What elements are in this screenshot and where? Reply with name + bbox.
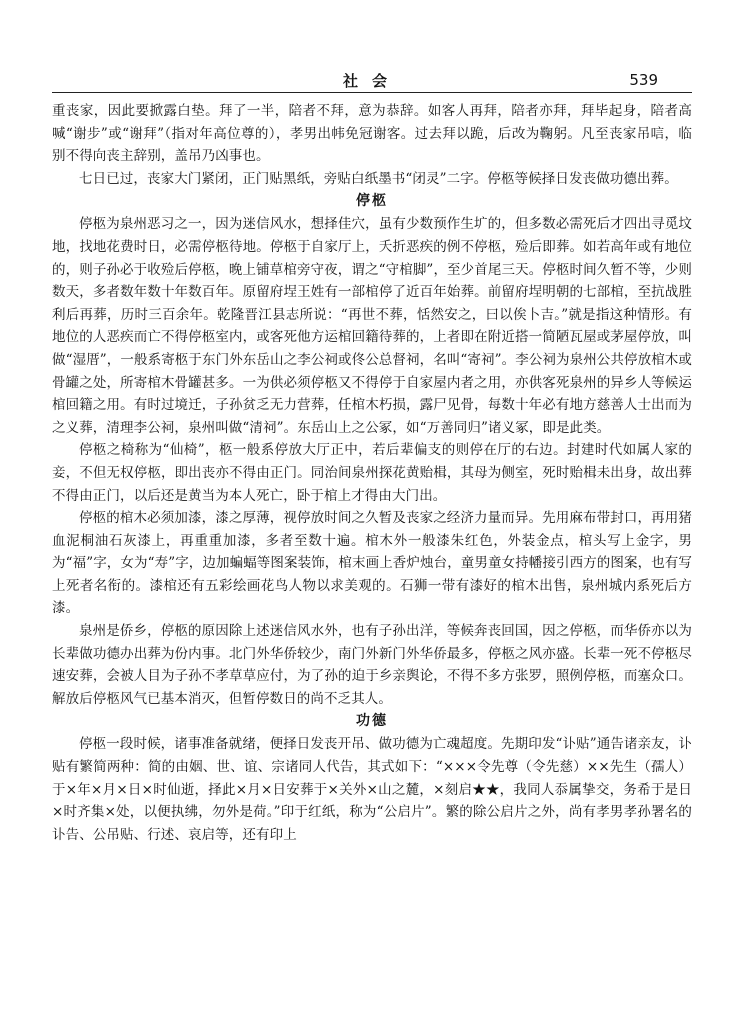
paragraph: 停柩之椅称为“仙椅”，柩一般系停放大厅正中，若后辈偏支的则停在厅的右边。封建时代如属人家的妾，不但无权停柩，即出丧亦不得由正门。同治间泉州探花黄贻楫，其母为侧室，死时贻楫未出身，故出葬不得由正门，以后还是黄当为本人死亡，卧于棺上才得由大门出。 [52,442,692,504]
paragraph: 泉州是侨乡，停柩的原因除上述迷信风水外，也有子孙出洋，等候奔丧回国，因之停柩，而华侨亦以为长辈做功德办出葬为份内事。北门外华侨较少，南门外新门外华侨最多，停柩之风亦盛。长辈一死不停柩尽速安葬，会被人目为子孙不孝草草应付，为了孙的迫于乡亲舆论，不得不多方张罗，照例停柩，而塞众口。解放后停柩风气已基本消灭，但暂停数日的尚不乏其人。 [52,623,692,707]
paragraph: 重丧家，因此要掀露白垫。拜了一半，陪者不拜，意为恭辞。如客人再拜，陪者亦拜，拜毕起身，陪者高喊“谢步”或“谢拜”（指对年高位尊的），孝男出帏免冠谢客。过去拜以跪，后改为鞠躬。凡至丧家吊唁，临别不得向丧主辞别，盖吊乃凶事也。 [52,103,692,165]
page-number: 539 [629,71,658,89]
section-heading-tingjiu: 停柩 [356,193,388,210]
section-heading-gongde: 功德 [356,713,388,730]
paragraph: 停柩为泉州恶习之一，因为迷信风水，想择佳穴，虽有少数预作生圹的，但多数必需死后才四出寻觅坟地，找地花费时日，必需停柩待地。停柩于自家厅上，夭折恶疾的例不停柩，殓后即葬。如若高年或有地位的，则子孙必于收殓后停柩，晚上铺草棺旁守夜，谓之“守棺脚”，至少首尾三天。停柩时间久暂不等，少则数天，多者数年数十年数百年。原留府埕王姓有一部棺停了近百年始葬。前留府埕明朝的七部棺，至抗战胜利后再葬，历时三百余年。乾隆晋江县志所说：“再世不葬，恬然安之，曰以俟卜吉。”就是指这种情形。有地位的人恶疾而亡不得停柩室内，或客死他方运棺回籍待葬的，上者即在附近搭一简陋瓦屋或茅屋停放，叫做“湿厝”，一般系寄柩于东门外东岳山之李公祠或佟公总督祠，名叫“寄祠”。李公祠为泉州公共停放棺木或骨罐之处，所寄棺木骨罐甚多。一为供必须停柩又不得停于自家屋内者之用，亦供客死泉州的异乡人等候运棺回籍之用。有时过境迁，子孙贫乏无力营葬，任棺木朽损，露尸见骨，每数十年必有地方慈善人士出而为之义葬，清理李公祠，泉州叫做“清祠”。东岳山上之公冢，如“万善同归”诸义冢，即是此类。 [52,216,693,436]
running-title: 社会 [342,72,401,90]
paragraph: 停柩一段时候，诸事准备就绪，便择日发丧开吊、做功德为亡魂超度。先期印发“讣贴”通告诸亲友，讣贴有繁简两种：简的由姻、世、谊、宗诸同人代告，其式如下：“×××令先尊（令先慈）××先生（孺人）于×年×月×日×时仙逝，择此×月×日安葬于×关外×山之麓，×刻启★★，我同人忝属挚交，务希于是日×时齐集×处，以便执绋，勿外是荷。”印于红纸，称为“公启片”。繁的除公启片之外，尚有孝男孝孙署名的讣告、公吊贴、行述、哀启等，还有印上 [52,736,692,843]
paragraph: 停柩的棺木必须加漆，漆之厚薄，视停放时间之久暂及丧家之经济力量而异。先用麻布带封口，再用猪血泥桐油石灰漆上，再重重加漆，多者至数十遍。棺木外一般漆朱红色，外装金点，棺头写上金字，男为“福”字，女为“寿”字，边加蝙蝠等图案装饰，棺末画上香炉烛台，童男童女持幡接引西方的图案，也有写上死者名衔的。漆棺还有五彩绘画花鸟人物以求美观的。石狮一带有漆好的棺木出售，泉州城内系死后方漆。 [52,510,693,617]
page-body [52,100,692,846]
paragraph: 七日已过，丧家大门紧闭，正门贴黑纸，旁贴白纸墨书“闭灵”二字。停柩等候择日发丧做功德出葬。 [79,170,678,187]
page-header [52,70,692,93]
